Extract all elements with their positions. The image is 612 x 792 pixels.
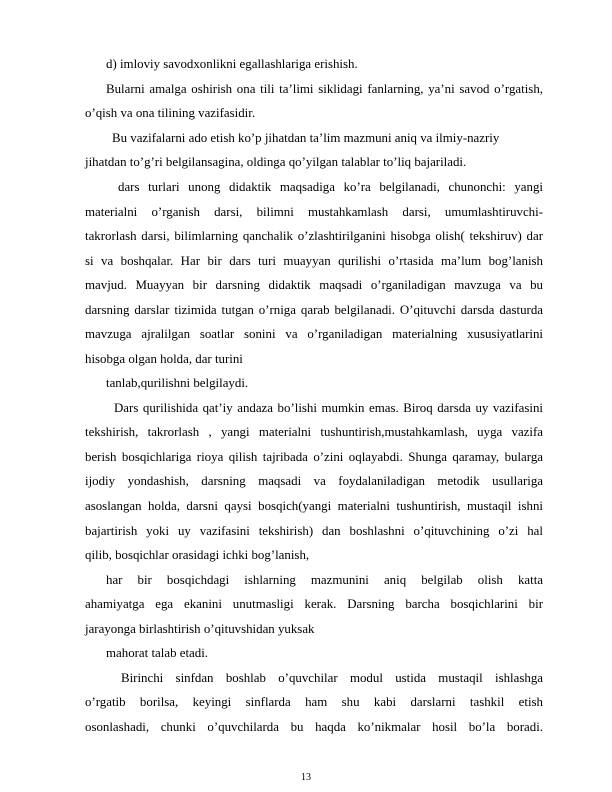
text-line: o’qish va ona tilining vazifasidir.: [85, 106, 256, 120]
text-line: si va boshqalar. Har bir dars turi muayyan qurilishi o’rtasida ma’lum bog’lanish: [85, 254, 543, 268]
text-line: mahorat talab etadi.: [106, 646, 209, 660]
text-line: Bularni amalga oshirish ona tili ta’limi siklidagi fanlarning, ya’ni savod o’rgatish,: [106, 82, 543, 96]
text-line: mavjud. Muayyan bir darsning didaktik maqsadi o’rganiladigan mavzuga va bu: [85, 278, 543, 292]
text-line: bajartirish yoki uy vazifasini tekshirish) dan boshlashni o’qituvchining o’zi hal: [85, 524, 543, 538]
text-line: asoslangan holda, darsni qaysi bosqich(yangi materialni tushuntirish, mustaqil ishni: [85, 499, 543, 513]
text-line: jarayonga birlashtirish o’qituvshidan yuksak: [85, 622, 315, 636]
text-line: har bir bosqichdagi ishlarning mazmunini aniq belgilab olish katta: [106, 573, 543, 587]
text-line: dars turlari unong didaktik maqsadiga ko’ra belgilanadi, chunonchi: yangi: [118, 180, 543, 194]
text-line: tanlab,qurilishni belgilaydi.: [106, 376, 249, 390]
text-line: jihatdan to’g’ri belgilansagina, oldinga qo’yilgan talablar to’liq bajariladi.: [85, 155, 467, 169]
text-line: Dars qurilishida qat’iy andaza bo’lishi mumkin emas. Biroq darsda uy vazifasini: [114, 401, 543, 415]
text-line: darsning darslar tizimida tutgan o’rniga qarab belgilanadi. O’qituvchi darsda dasturda: [85, 303, 543, 317]
text-line: mavzuga ajralilgan soatlar sonini va o’rganiladigan materialning xususiyatlarini: [85, 327, 543, 341]
text-line: Bu vazifalarni ado etish ko’p jihatdan ta’lim mazmuni aniq va ilmiy-nazriy: [112, 131, 500, 145]
text-line: d) imloviy savodxonlikni egallashlariga erishish.: [106, 57, 358, 71]
page-number: 13: [301, 772, 311, 783]
text-line: materialni o’rganish darsi, bilimni mustahkamlash darsi, umumlashtiruvchi-: [85, 205, 543, 219]
text-line: qilib, bosqichlar orasidagi ichki bog’lanish,: [85, 548, 310, 562]
text-line: takrorlash darsi, bilimlarning qanchalik o’zlashtirilganini hisobga olish( tekshiruv) dar: [85, 229, 543, 243]
text-line: o’rgatib borilsa, keyingi sinflarda ham shu kabi darslarni tashkil etish: [85, 695, 543, 709]
text-line: ahamiyatga ega ekanini unutmasligi kerak. Darsning barcha bosqichlarini bir: [85, 597, 543, 611]
text-line: tekshirish, takrorlash , yangi materialni tushuntirish,mustahkamlash, uyga vazifa: [85, 425, 543, 439]
text-line: ijodiy yondashish, darsning maqsadi va foydalaniladigan metodik usullariga: [85, 474, 543, 488]
text-line: osonlashadi, chunki o’quvchilarda bu haqda ko’nikmalar hosil bo’la boradi.: [85, 720, 543, 734]
text-line: berish bosqichlariga rioya qilish tajribada o’zini oqlayabdi. Shunga qaramay, bularga: [85, 450, 543, 464]
text-line: hisobga olgan holda, dar turini: [85, 352, 243, 366]
text-line: Birinchi sinfdan boshlab o’quvchilar modul ustida mustaqil ishlashga: [121, 671, 543, 685]
